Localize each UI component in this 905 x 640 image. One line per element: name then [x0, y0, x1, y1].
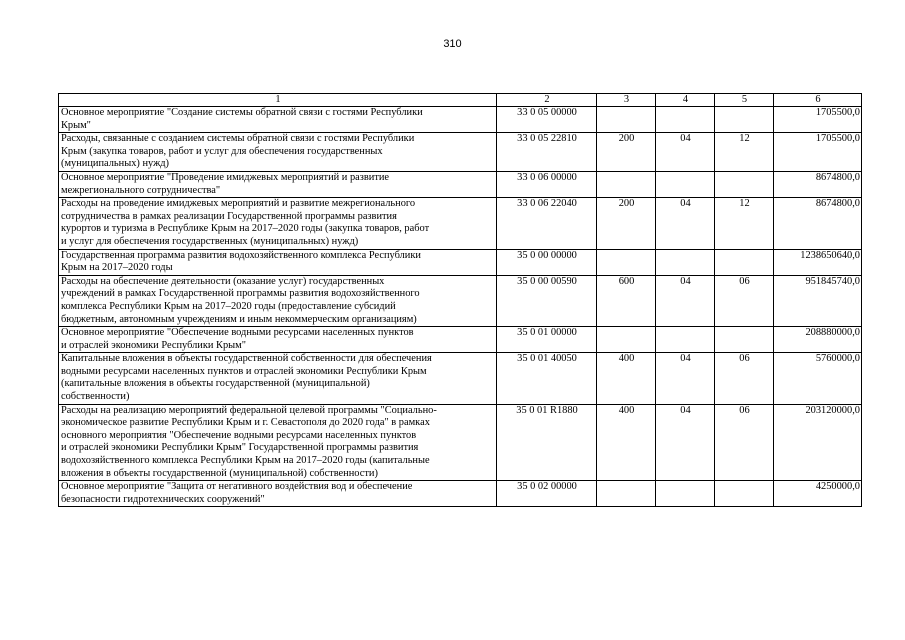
row-subsection: [715, 171, 774, 197]
row-section: [656, 171, 715, 197]
row-amount: 1705500,0: [774, 133, 862, 172]
row-description: Основное мероприятие "Создание системы обратной связи с гостями Республики Крым": [59, 107, 497, 133]
row-expense-type: [597, 327, 656, 353]
row-section: [656, 481, 715, 507]
row-expense-type: 400: [597, 353, 656, 404]
row-subsection: [715, 481, 774, 507]
row-description: Расходы на проведение имиджевых мероприятий и развитие межрегионального сотрудничества в рамках реализации Государственной программы развития курортов и туризма в Республике Крым на 2017–2020 годы (закупка товаров, работ и услуг для обеспечения государственных (муниципальных) нужд): [59, 198, 497, 249]
table-row: [59, 327, 862, 353]
row-description: Расходы на реализацию мероприятий федеральной целевой программы "Социально- экономическое развитие Республики Крым и г. Севастополя до 2020 года" в рамках основного мероприятия "Обеспечение водными ресурсами населенных пунктов и отраслей экономики Республики Крым" Государственной программы развития водохозяйственного комплекса Республики Крым на 2017–2020 годы (капитальные вложения в объекты государственной (муниципальной) собственности): [59, 404, 497, 481]
table-row: [59, 107, 862, 133]
row-description: Основное мероприятие "Проведение имиджевых мероприятий и развитие межрегионального сотрудничества": [59, 171, 497, 197]
header-col-3: 3: [597, 94, 656, 107]
row-code: 35 0 00 00000: [497, 249, 597, 275]
row-expense-type: 400: [597, 404, 656, 481]
row-section: 04: [656, 198, 715, 249]
row-subsection: 06: [715, 275, 774, 326]
row-section: [656, 107, 715, 133]
row-expense-type: 200: [597, 133, 656, 172]
row-description: Расходы, связанные с созданием системы обратной связи с гостями Республики Крым (закупка товаров, работ и услуг для обеспечения государственных (муниципальных) нужд): [59, 133, 497, 172]
row-subsection: 12: [715, 133, 774, 172]
header-col-6: 6: [774, 94, 862, 107]
table-row: [59, 353, 862, 404]
row-section: 04: [656, 133, 715, 172]
row-description: Государственная программа развития водохозяйственного комплекса Республики Крым на 2017–2020 годы: [59, 249, 497, 275]
row-code: 33 0 06 22040: [497, 198, 597, 249]
row-code: 35 0 01 R1880: [497, 404, 597, 481]
row-code: 33 0 06 00000: [497, 171, 597, 197]
row-subsection: 06: [715, 353, 774, 404]
table-row: [59, 481, 862, 507]
row-expense-type: 600: [597, 275, 656, 326]
row-amount: 8674800,0: [774, 198, 862, 249]
row-amount: 1238650640,0: [774, 249, 862, 275]
row-amount: 4250000,0: [774, 481, 862, 507]
row-section: 04: [656, 353, 715, 404]
row-expense-type: [597, 171, 656, 197]
row-subsection: 06: [715, 404, 774, 481]
row-expense-type: [597, 481, 656, 507]
row-section: 04: [656, 275, 715, 326]
table-row: [59, 198, 862, 249]
row-section: 04: [656, 404, 715, 481]
row-expense-type: 200: [597, 198, 656, 249]
row-description: Капитальные вложения в объекты государственной собственности для обеспечения водными ресурсами населенных пунктов и отраслей экономики Республики Крым (капитальные вложения в объекты государственной (муниципальной) собственности): [59, 353, 497, 404]
header-col-4: 4: [656, 94, 715, 107]
row-subsection: [715, 249, 774, 275]
row-amount: 951845740,0: [774, 275, 862, 326]
page-number: 310: [443, 38, 462, 50]
table-row: [59, 171, 862, 197]
row-amount: 8674800,0: [774, 171, 862, 197]
header-col-1: 1: [59, 94, 497, 107]
budget-table: [58, 93, 862, 507]
table-row: [59, 133, 862, 172]
row-subsection: [715, 327, 774, 353]
row-code: 33 0 05 00000: [497, 107, 597, 133]
row-code: 35 0 02 00000: [497, 481, 597, 507]
row-description: Расходы на обеспечение деятельности (оказание услуг) государственных учреждений в рамках Государственной программы развития водохозяйственного комплекса Республики Крым на 2017–2020 годы (предоставление субсидий бюджетным, автономным учреждениям и иным некоммерческим организациям): [59, 275, 497, 326]
header-col-5: 5: [715, 94, 774, 107]
header-col-2: 2: [497, 94, 597, 107]
row-amount: 203120000,0: [774, 404, 862, 481]
row-code: 35 0 01 00000: [497, 327, 597, 353]
row-description: Основное мероприятие "Обеспечение водными ресурсами населенных пунктов и отраслей экономики Республики Крым": [59, 327, 497, 353]
row-amount: 5760000,0: [774, 353, 862, 404]
table-row: [59, 249, 862, 275]
row-amount: 208880000,0: [774, 327, 862, 353]
row-section: [656, 327, 715, 353]
row-amount: 1705500,0: [774, 107, 862, 133]
row-code: 35 0 01 40050: [497, 353, 597, 404]
row-code: 33 0 05 22810: [497, 133, 597, 172]
row-expense-type: [597, 107, 656, 133]
row-code: 35 0 00 00590: [497, 275, 597, 326]
row-section: [656, 249, 715, 275]
table-row: [59, 275, 862, 326]
header-row: [59, 94, 862, 107]
row-expense-type: [597, 249, 656, 275]
row-subsection: 12: [715, 198, 774, 249]
table-row: [59, 404, 862, 481]
row-subsection: [715, 107, 774, 133]
row-description: Основное мероприятие "Защита от негативного воздействия вод и обеспечение безопасности гидротехнических сооружений": [59, 481, 497, 507]
